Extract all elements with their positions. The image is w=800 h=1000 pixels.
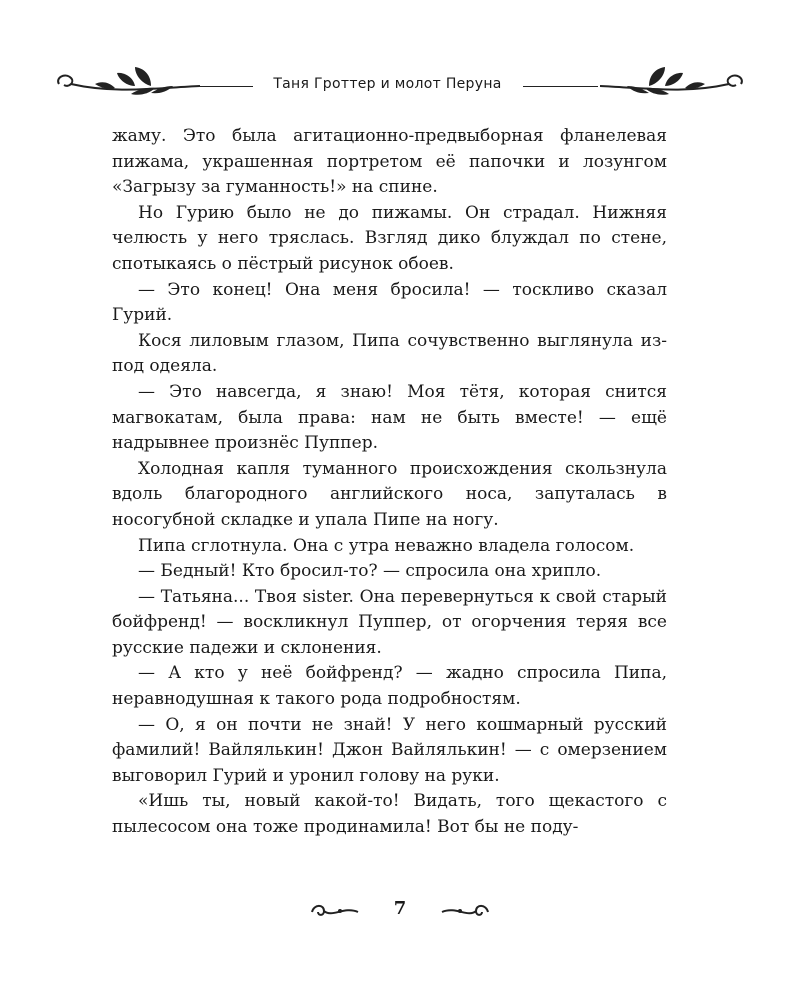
- paragraph: Кося лиловым глазом, Пипа сочувственно выглянула из-под одеяла.: [112, 330, 667, 377]
- leaf-ornament-right-icon: [600, 58, 745, 98]
- page-body-text: [112, 124, 667, 841]
- swirl-ornament-right-icon: [440, 902, 490, 920]
- paragraph: Но Гурию было не до пижамы. Он страдал. Нижняя челюсть у него тряслась. Взгляд дико блуждал по стене, спотыкаясь о пёстрый рисунок обоев.: [112, 202, 667, 274]
- swirl-ornament-left-icon: [310, 902, 360, 920]
- paragraph: — Это навсегда, я знаю! Моя тётя, которая снится магвокатам, была права: нам не быть вместе! — ещё надрывнее произнёс Пуппер.: [112, 381, 667, 454]
- paragraph: — А кто у неё бойфренд? — жадно спросила Пипа, неравнодушная к такого рода подробностям.: [112, 663, 667, 710]
- paragraph: — О, я он почти не знай! У него кошмарный русский фамилий! Вайлялькин! Джон Вайлялькин! — с омерзением выговорил Гурий и уронил голову на руки.: [112, 714, 667, 786]
- running-title: Таня Гроттер и молот Перуна: [273, 76, 502, 92]
- running-header: [55, 58, 745, 98]
- paragraph: Холодная капля туманного происхождения скользнула вдоль благородного английского носа, запуталась в носогубной складке и упала Пипе на ногу.: [112, 458, 667, 530]
- paragraph: — Бедный! Кто бросил-то? — спросила она хрипло.: [138, 561, 602, 582]
- paragraph: «Ишь ты, новый какой-то! Видать, того щекастого с пылесосом она тоже продинамила! Вот бы не поду-: [112, 791, 667, 838]
- paragraph: — Татьяна... Твоя sister. Она перевернуться к свой старый бойфренд! — воскликнул Пуппер, от огорчения теряя все русские падежи и склонения.: [112, 586, 667, 658]
- paragraph: — Это конец! Она меня бросила! — тоскливо сказал Гурий.: [112, 279, 667, 326]
- page-number: 7: [393, 898, 407, 919]
- leaf-ornament-left-icon: [55, 58, 200, 98]
- header-rule-right: [523, 86, 598, 87]
- page-footer: [300, 896, 500, 926]
- paragraph: Пипа сглотнула. Она с утра неважно владела голосом.: [138, 535, 635, 556]
- paragraph-continued: жаму. Это была агитационно-предвыборная фланелевая пижама, украшенная портретом её папочки и лозунгом «Загрызу за гуманность!» на спине.: [112, 126, 667, 198]
- header-rule-left: [200, 86, 253, 87]
